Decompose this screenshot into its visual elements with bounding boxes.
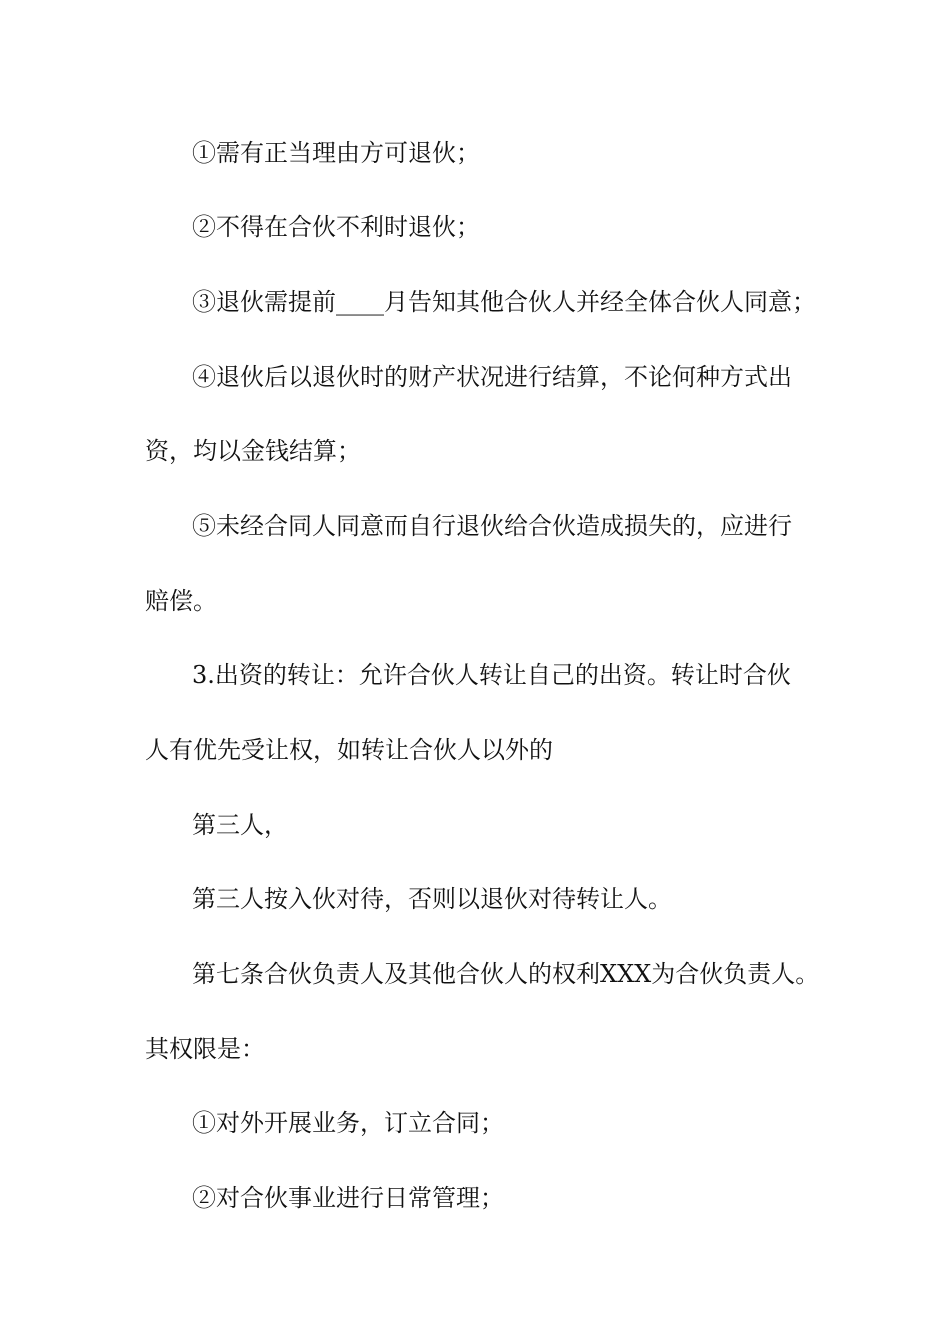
clause-line-2: ②不得在合伙不利时退伙；: [192, 213, 480, 241]
third-party-line: 第三人，: [192, 811, 288, 839]
clause-line-5-cont: 赔偿。: [145, 587, 217, 615]
clause-line-5: ⑤未经合同人同意而自行退伙给合伙造成损失的，应进行: [192, 512, 792, 540]
article-seven-cont: 其权限是：: [145, 1035, 265, 1063]
article-seven-line: 第七条合伙负责人及其他合伙人的权利XXX为合伙负责人。: [192, 960, 820, 988]
authority-line-2: ②对合伙事业进行日常管理；: [192, 1184, 504, 1212]
clause-line-1: ①需有正当理由方可退伙；: [192, 139, 480, 167]
clause-line-4-cont: 资，均以金钱结算；: [145, 437, 361, 465]
clause-line-3: ③退伙需提前____月告知其他合伙人并经全体合伙人同意；: [192, 288, 816, 316]
authority-line-1: ①对外开展业务，订立合同；: [192, 1109, 504, 1137]
clause-line-4: ④退伙后以退伙时的财产状况进行结算，不论何种方式出: [192, 363, 792, 391]
third-party-treatment-line: 第三人按入伙对待，否则以退伙对待转让人。: [192, 885, 672, 913]
transfer-line-cont: 人有优先受让权，如转让合伙人以外的: [145, 736, 553, 764]
transfer-line: 3.出资的转让：允许合伙人转让自己的出资。转让时合伙: [192, 661, 791, 689]
